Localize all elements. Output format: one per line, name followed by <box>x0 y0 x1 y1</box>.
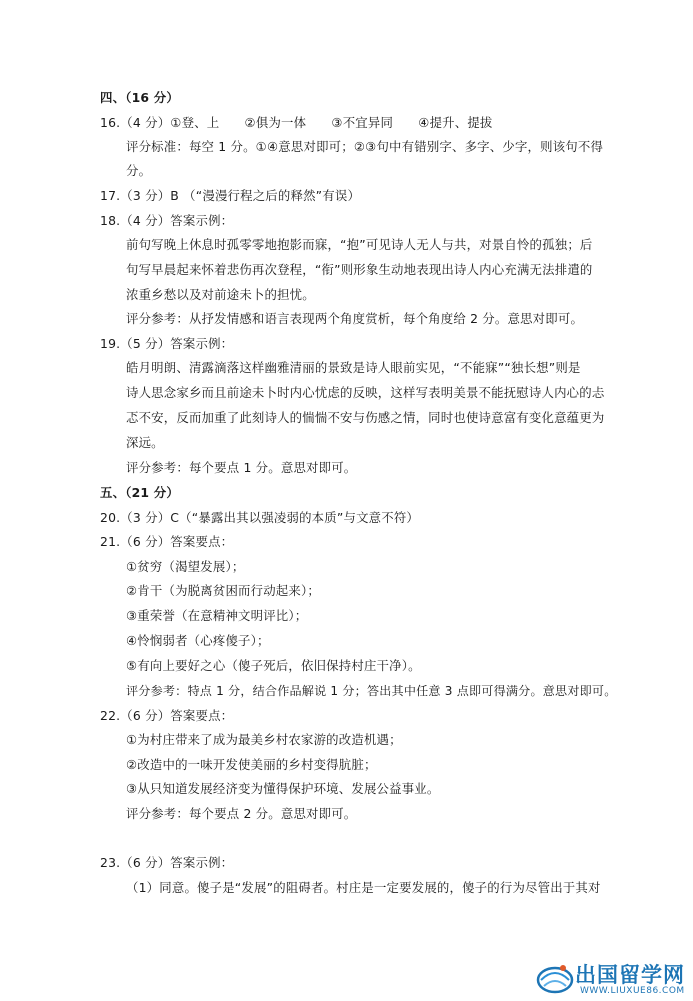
answer-22-point3: ③从只知道发展经济变为懂得保护环境、发展公益事业。 <box>126 781 440 796</box>
site-watermark <box>535 958 693 1001</box>
answer-18-line3: 浓重乡愁以及对前途未卜的担忧。 <box>126 287 315 302</box>
answer-21-point4: ④怜悯弱者（心疼傻子）； <box>126 633 270 648</box>
answer-23-line1: （1）同意。傻子是“发展”的阻碍者。村庄是一定要发展的，傻子的行为尽管出于其对 <box>126 880 601 895</box>
answer-21-point1: ①贫穷（渴望发展）； <box>126 559 245 574</box>
answer-18-heading: 18.（4 分）答案示例： <box>100 213 234 228</box>
answer-22-heading: 22.（6 分）答案要点： <box>100 708 234 723</box>
answer-16: 16.（4 分）①登、上 ②俱为一体 ③不宜异同 ④提升、提拔 <box>100 115 493 130</box>
scoring-16-line1: 评分标准：每空 1 分。①④意思对即可；②③句中有错别字、多字、少字，则该句不得 <box>126 139 604 154</box>
section-heading-5: 五、（21 分） <box>100 485 179 500</box>
scoring-21: 评分参考：特点 1 分，结合作品解说 1 分；答出其中任意 3 点即可得满分。意思对即可。 <box>126 684 617 698</box>
watermark-title: 出国留学网 <box>575 963 685 987</box>
answer-19-line3: 忑不安，反而加重了此刻诗人的惴惴不安与伤感之情，同时也使诗意富有变化意蕴更为 <box>126 410 605 425</box>
scoring-19: 评分参考：每个要点 1 分。意思对即可。 <box>126 460 357 475</box>
answer-19-line1: 皓月明朗、清露滴落这样幽雅清丽的景致是诗人眼前实见，“不能寐”“独长想”则是 <box>126 360 581 375</box>
answer-18-line2: 句写早晨起来怀着悲伤再次登程，“衔”则形象生动地表现出诗人内心充满无法排遣的 <box>126 262 593 277</box>
answer-18-line1: 前句写晚上休息时孤零零地抱影而寐，“抱”可见诗人无人与共，对景自怜的孤独；后 <box>126 237 593 252</box>
answer-21-point2: ②肯干（为脱离贫困而行动起来）； <box>126 583 320 598</box>
answer-17: 17.（3 分）B （“漫漫行程之后的释然”有误） <box>100 188 361 203</box>
answer-19-line2: 诗人思念家乡而且前途未卜时内心忧虑的反映，这样写表明美景不能抚慰诗人内心的忐 <box>126 385 605 400</box>
answer-21-point5: ⑤有向上要好之心（傻子死后，依旧保持村庄干净）。 <box>126 658 421 673</box>
section-heading-4: 四、（16 分） <box>100 90 179 105</box>
answer-21-point3: ③重荣誉（在意精神文明评比）； <box>126 608 308 623</box>
scoring-18: 评分参考：从抒发情感和语言表现两个角度赏析，每个角度给 2 分。意思对即可。 <box>126 311 584 326</box>
answer-21-heading: 21.（6 分）答案要点： <box>100 534 234 549</box>
answer-22-point1: ①为村庄带来了成为最美乡村农家游的改造机遇； <box>126 732 402 747</box>
answer-22-point2: ②改造中的一味开发使美丽的乡村变得肮脏； <box>126 757 377 772</box>
world-globe-logo-icon <box>535 958 575 998</box>
answer-19-heading: 19.（5 分）答案示例： <box>100 336 234 351</box>
answer-19-line4: 深远。 <box>126 435 164 450</box>
watermark-url: WWW.LIUXUE86.COM <box>580 986 685 996</box>
scoring-16-line2: 分。 <box>126 163 152 178</box>
scoring-22: 评分参考：每个要点 2 分。意思对即可。 <box>126 806 357 821</box>
answer-20: 20.（3 分）C（“暴露出其以强凌弱的本质”与文意不符） <box>100 510 420 525</box>
answer-23-heading: 23.（6 分）答案示例： <box>100 855 234 870</box>
